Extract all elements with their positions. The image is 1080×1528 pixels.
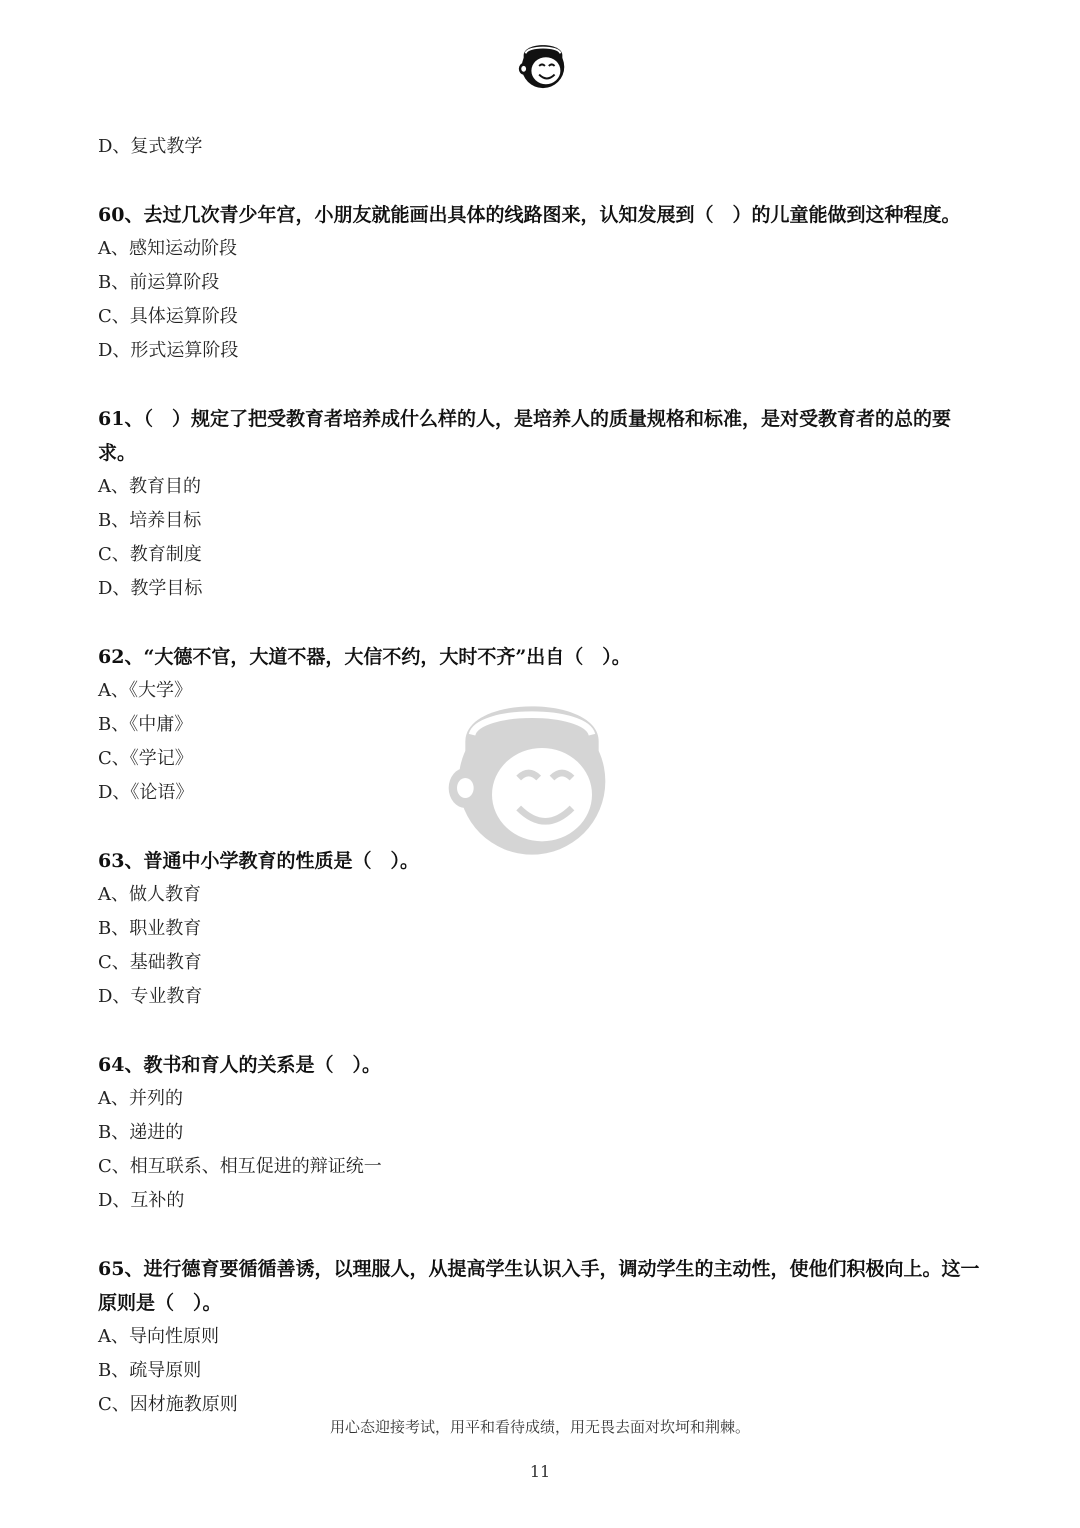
option-d: D、互补的 (98, 1190, 185, 1211)
question-title: 65、进行德育要循循善诱，以理服人，从提高学生认识入手，调动学生的主动性，使他们积极向上。这一原则是（ ）。 (98, 1258, 980, 1314)
option-a: A、感知运动阶段 (98, 238, 237, 259)
option-b: B、疏导原则 (98, 1360, 202, 1381)
option-a: A、做人教育 (98, 884, 201, 905)
option-b: B、前运算阶段 (98, 272, 220, 293)
option-a: A、并列的 (98, 1088, 183, 1109)
option-a: A、导向性原则 (98, 1326, 219, 1347)
option-c: C、《学记》 (98, 748, 193, 769)
option-c: C、教育制度 (98, 544, 202, 565)
question-title: 63、普通中小学教育的性质是（ ）。 (98, 850, 419, 872)
question-title: 60、去过几次青少年宫，小朋友就能画出具体的线路图来，认知发展到（ ）的儿童能做到这种程度。 (98, 204, 961, 226)
option-d: D、形式运算阶段 (98, 340, 239, 361)
page-number: 11 (529, 1462, 551, 1481)
option-b: B、培养目标 (98, 510, 202, 531)
option-c: C、相互联系、相互促进的辩证统一 (98, 1156, 382, 1177)
question-62 (98, 640, 988, 810)
option-b: B、职业教育 (98, 918, 202, 939)
monkey-logo-icon (514, 34, 572, 92)
option-c: C、具体运算阶段 (98, 306, 238, 327)
question-65 (98, 1252, 988, 1422)
question-title: 64、教书和育人的关系是（ ）。 (98, 1054, 381, 1076)
option-d: D、教学目标 (98, 578, 203, 599)
option-c: C、基础教育 (98, 952, 202, 973)
option-c: C、因材施教原则 (98, 1394, 238, 1415)
option-a: A、教育目的 (98, 476, 201, 497)
question-61 (98, 402, 988, 606)
question-title: 62、“大德不官，大道不器，大信不约，大时不齐”出自（ ）。 (98, 646, 631, 668)
question-63 (98, 844, 988, 1014)
question-60 (98, 198, 988, 368)
carry-over-option: D、复式教学 (98, 136, 203, 157)
question-64 (98, 1048, 988, 1218)
option-d: D、专业教育 (98, 986, 203, 1007)
option-b: B、《中庸》 (98, 714, 193, 735)
footer-motto: 用心态迎接考试，用平和看待成绩，用无畏去面对坎坷和荆棘。 (329, 1418, 750, 1436)
option-d: D、《论语》 (98, 782, 194, 803)
option-a: A、《大学》 (98, 680, 192, 701)
option-b: B、递进的 (98, 1122, 184, 1143)
question-title: 61、（ ）规定了把受教育者培养成什么样的人，是培养人的质量规格和标准，是对受教育者的总的要求。 (98, 408, 951, 464)
question-list (98, 130, 988, 1422)
